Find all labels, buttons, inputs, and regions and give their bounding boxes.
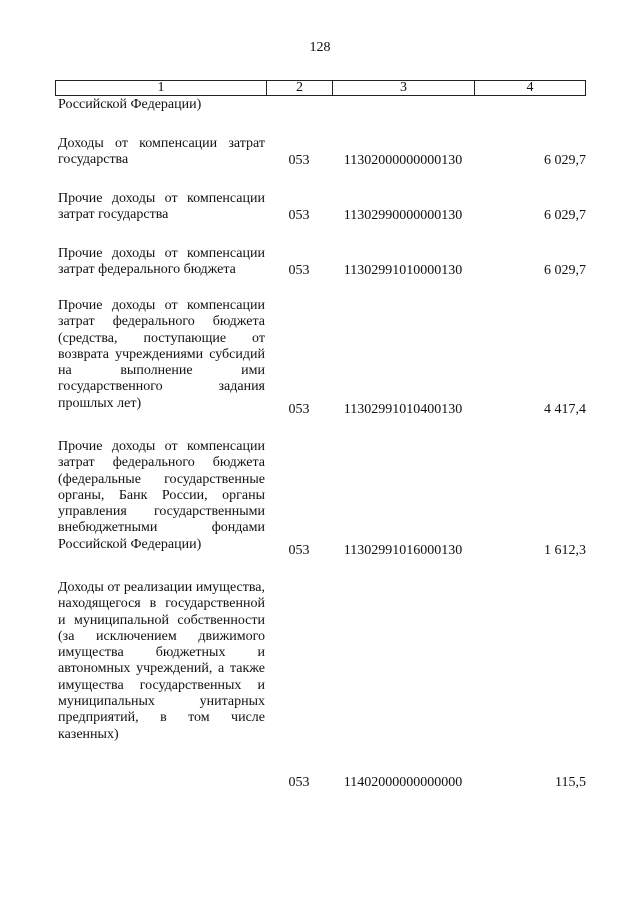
row-kbk: 11302991016000130 xyxy=(343,543,463,558)
row-code: 053 xyxy=(288,263,310,278)
row-kbk: 11302990000000130 xyxy=(343,208,463,223)
row-code: 053 xyxy=(288,208,310,223)
row-kbk: 11302000000000130 xyxy=(343,153,463,168)
row-name: Прочие доходы от компенсации затрат федерального бюджета xyxy=(58,246,265,278)
row-amount: 6 029,7 xyxy=(544,263,586,278)
row-code: 053 xyxy=(288,543,310,558)
row-code: 053 xyxy=(288,153,310,168)
row-amount: 1 612,3 xyxy=(544,543,586,558)
row-name: Доходы от реализации имущества, находящегося в государственной и муниципальной собственности (за исключением движимого имущества бюджетных и автономных учреждений, а также имущества государственных и муниципальных унитарных предприятий, в том числе казенных) xyxy=(58,580,265,742)
row-kbk: 11402000000000000 xyxy=(343,775,463,790)
row-code: 053 xyxy=(288,775,310,790)
page-number: 128 xyxy=(309,40,331,55)
column-header-table xyxy=(55,80,586,96)
column-header-1: 1 xyxy=(56,81,267,96)
column-header-4: 4 xyxy=(475,81,586,96)
row-amount: 6 029,7 xyxy=(544,153,586,168)
row-code: 053 xyxy=(288,402,310,417)
row-name: Доходы от компенсации затрат государства xyxy=(58,136,265,168)
row-amount: 115,5 xyxy=(555,775,586,790)
row-name: Прочие доходы от компенсации затрат государства xyxy=(58,191,265,223)
row-amount: 4 417,4 xyxy=(544,402,586,417)
row-name: Прочие доходы от компенсации затрат федерального бюджета (средства, поступающие от возврата учреждениями субсидий на выполнение ими государственного задания прошлых лет) xyxy=(58,298,265,411)
row-kbk: 11302991010000130 xyxy=(343,263,463,278)
row-amount: 6 029,7 xyxy=(544,208,586,223)
column-header-2: 2 xyxy=(267,81,333,96)
row-name: Прочие доходы от компенсации затрат федерального бюджета (федеральные государственные органы, Банк России, органы управления государственными внебюджетными фондами Российской Федерации) xyxy=(58,439,265,552)
row-kbk: 11302991010400130 xyxy=(343,402,463,417)
continuation-text: Российской Федерации) xyxy=(58,97,202,112)
column-header-3: 3 xyxy=(333,81,475,96)
